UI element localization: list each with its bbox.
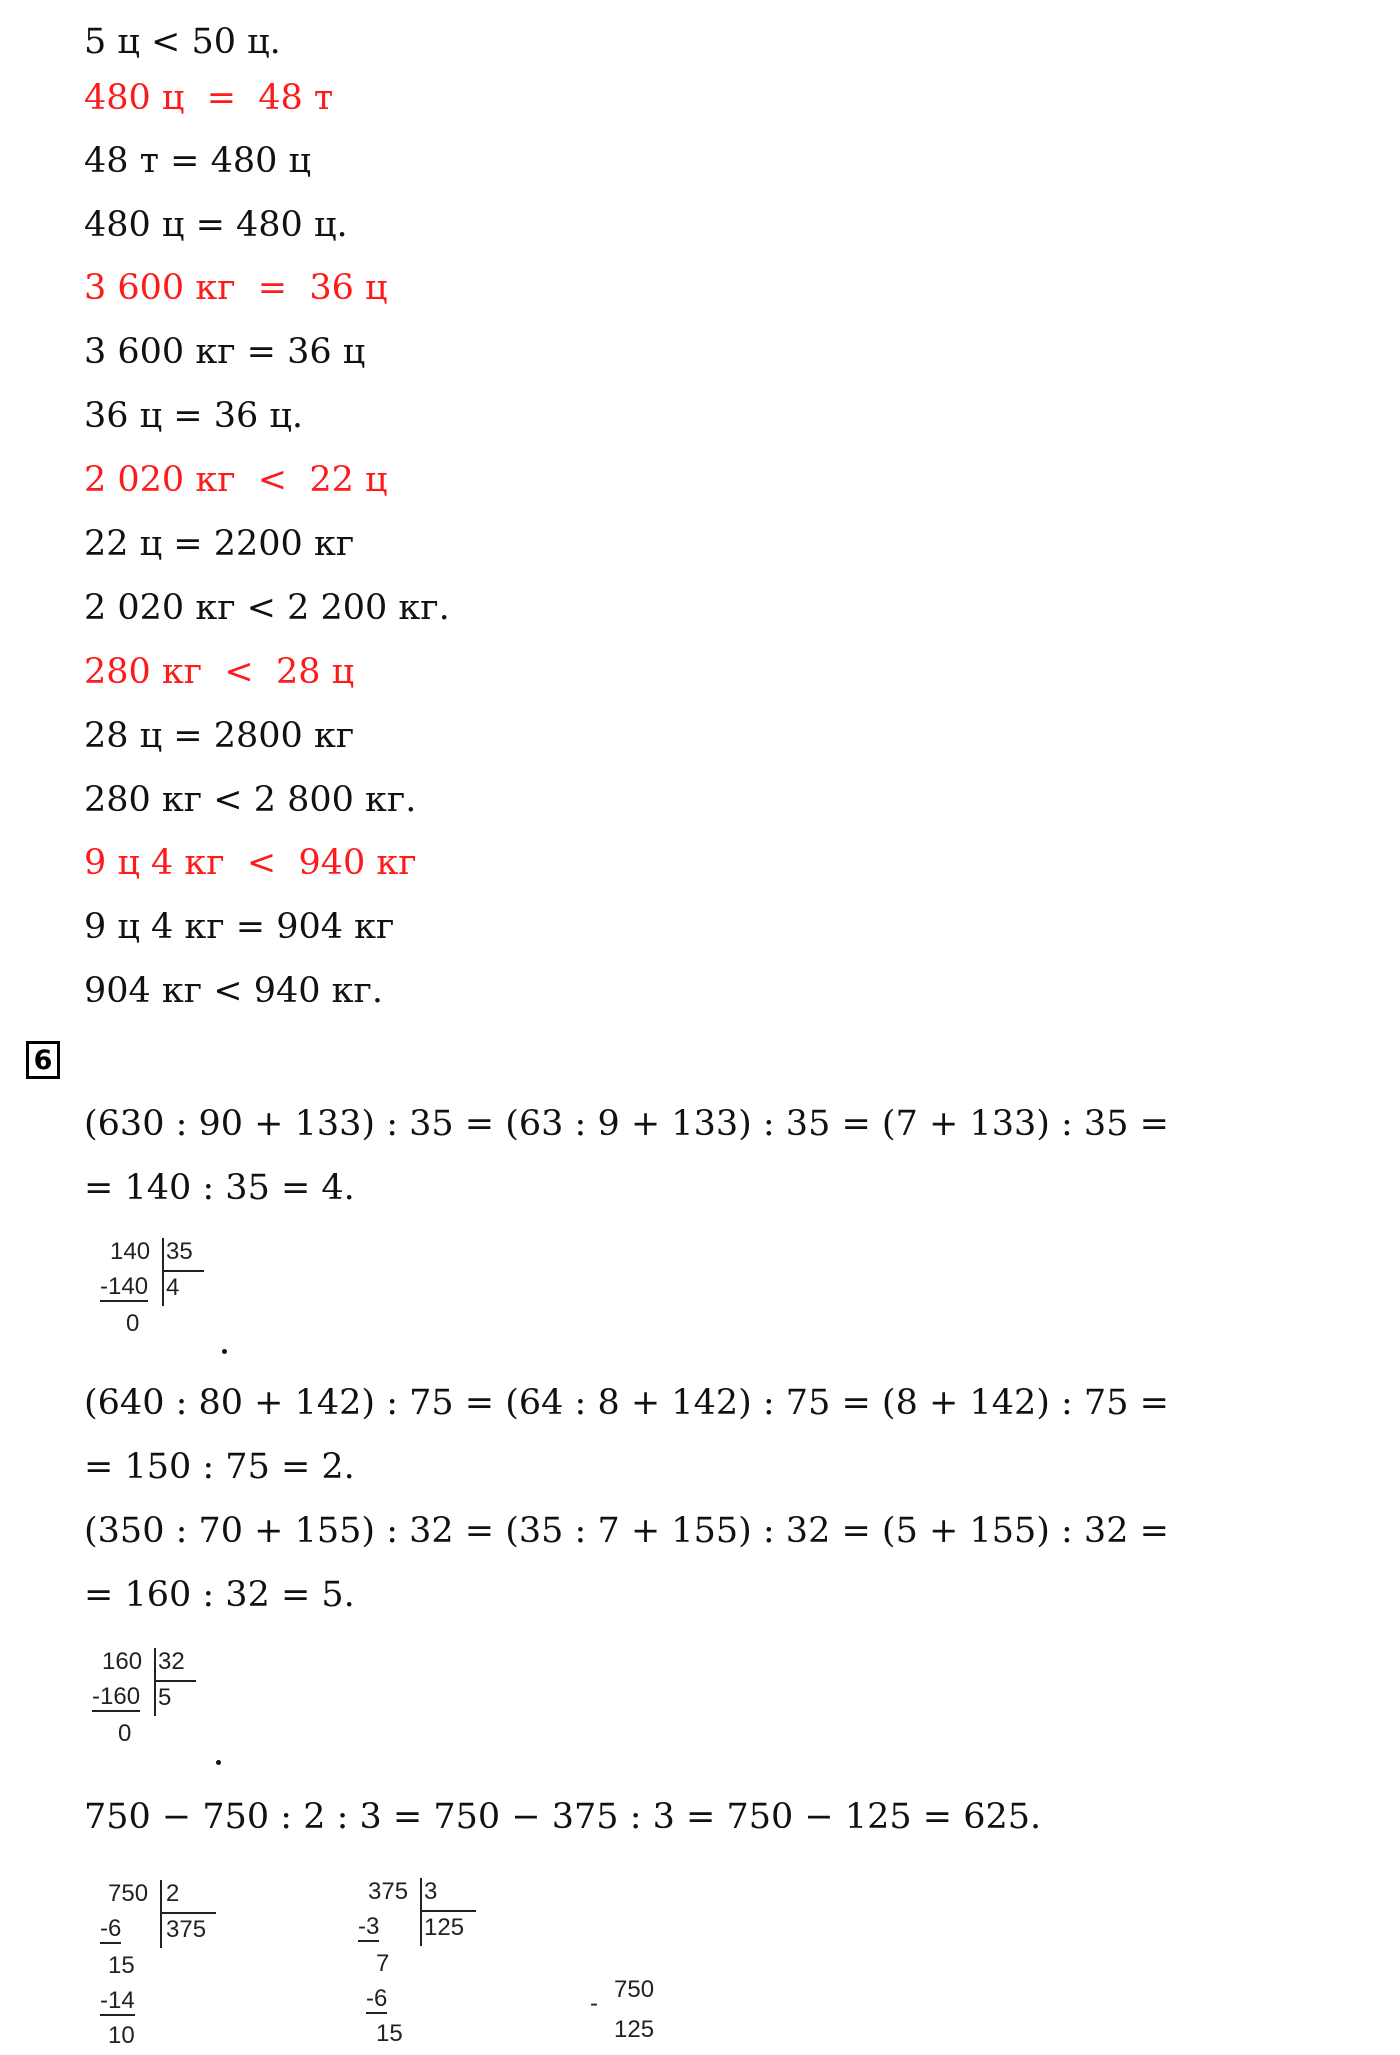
subtrahend: -140 — [100, 1273, 149, 1300]
task-number-badge: 6 — [26, 1041, 60, 1079]
remainder: 15 — [108, 1952, 135, 1979]
solution-line: 280 кг < 2 800 кг. — [84, 780, 417, 820]
minuend: 750 — [614, 1976, 655, 2003]
remainder: 10 — [108, 2022, 135, 2049]
remainder: 15 — [376, 2020, 403, 2047]
remainder: 0 — [126, 1310, 140, 1337]
expression-line: 750 − 750 : 2 : 3 = 750 − 375 : 3 = 750 − 125 = 625. — [84, 1797, 1042, 1837]
subtrahend: -3 — [358, 1913, 380, 1940]
subtrahend: -14 — [100, 1987, 135, 2014]
solution-line: 36 ц = 36 ц. — [84, 396, 304, 436]
divisor: 32 — [158, 1648, 185, 1675]
solution-line: 3 600 кг = 36 ц — [84, 268, 388, 308]
expression-line: (630 : 90 + 133) : 35 = (63 : 9 + 133) : 35 = (7 + 133) : 35 = — [84, 1104, 1169, 1144]
period-mark — [216, 1760, 221, 1765]
minus-sign: - — [590, 1990, 598, 2017]
quotient: 4 — [166, 1274, 180, 1301]
expression-line: (350 : 70 + 155) : 32 = (35 : 7 + 155) : 32 = (5 + 155) : 32 = — [84, 1511, 1169, 1551]
solution-line: 22 ц = 2200 кг — [84, 524, 355, 564]
subtrahend: -6 — [100, 1915, 122, 1942]
solution-line: 280 кг < 28 ц — [84, 652, 355, 692]
quotient: 5 — [158, 1684, 172, 1711]
division-bar — [420, 1878, 422, 1946]
subtrahend: -160 — [92, 1683, 141, 1710]
dividend: 750 — [108, 1880, 149, 1907]
expression-line: = 160 : 32 = 5. — [84, 1575, 355, 1615]
solution-line: 9 ц 4 кг < 940 кг — [84, 843, 417, 883]
expression-line: (640 : 80 + 142) : 75 = (64 : 8 + 142) : 75 = (8 + 142) : 75 = — [84, 1383, 1169, 1423]
solution-line: 2 020 кг < 2 200 кг. — [84, 588, 450, 628]
division-bar — [154, 1648, 156, 1716]
remainder: 0 — [118, 1720, 132, 1747]
solution-line: 3 600 кг = 36 ц — [84, 332, 366, 372]
division-bar — [160, 1880, 162, 1948]
divisor: 35 — [166, 1238, 193, 1265]
solution-line: 2 020 кг < 22 ц — [84, 460, 388, 500]
dividend: 160 — [102, 1648, 143, 1675]
division-line — [420, 1910, 476, 1912]
expression-line: = 150 : 75 = 2. — [84, 1447, 355, 1487]
divisor: 3 — [424, 1878, 438, 1905]
subtrahend: -6 — [366, 1985, 388, 2012]
solution-line: 904 кг < 940 кг. — [84, 971, 383, 1011]
division-bar — [162, 1238, 164, 1306]
period-mark — [222, 1349, 227, 1354]
dividend: 140 — [110, 1238, 151, 1265]
remainder: 7 — [376, 1950, 390, 1977]
solution-line: 5 ц < 50 ц. — [84, 22, 281, 62]
division-line — [162, 1270, 204, 1272]
solution-line: 48 т = 480 ц — [84, 141, 312, 181]
expression-line: = 140 : 35 = 4. — [84, 1168, 355, 1208]
dividend: 375 — [368, 1878, 409, 1905]
division-line — [160, 1912, 216, 1914]
solution-line: 480 ц = 48 т — [84, 78, 334, 118]
solution-line: 28 ц = 2800 кг — [84, 716, 355, 756]
solution-line: 9 ц 4 кг = 904 кг — [84, 907, 395, 947]
subtrahend: 125 — [614, 2016, 655, 2043]
quotient: 375 — [166, 1916, 207, 1943]
quotient: 125 — [424, 1914, 465, 1941]
solution-line: 480 ц = 480 ц. — [84, 205, 348, 245]
division-line — [154, 1680, 196, 1682]
divisor: 2 — [166, 1880, 180, 1907]
